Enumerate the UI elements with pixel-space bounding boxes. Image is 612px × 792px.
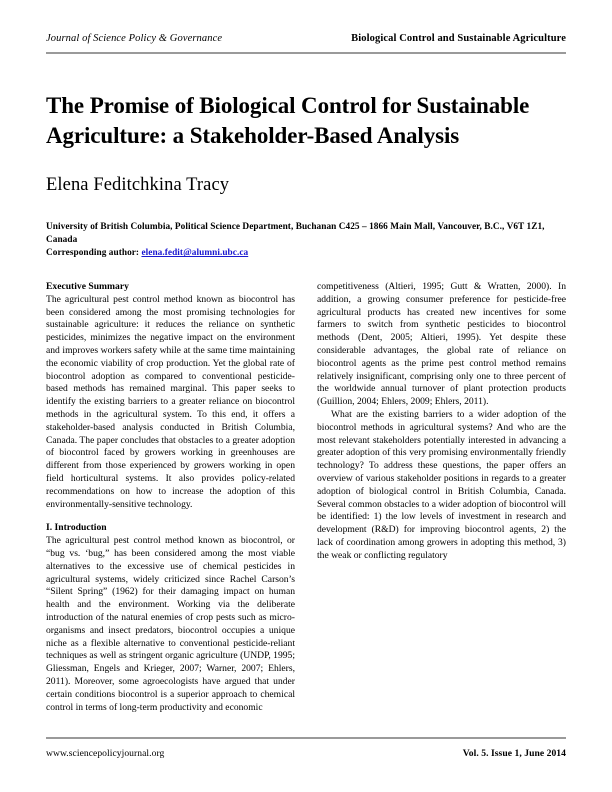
introduction-heading: I. Introduction [46, 522, 107, 534]
corresponding-author-email-link[interactable]: elena.fedit@alumni.ubc.ca [141, 248, 249, 259]
body-columns [46, 281, 566, 721]
running-footer [46, 748, 566, 759]
executive-summary-heading: Executive Summary [46, 281, 129, 292]
issue-info: Vol. 5. Issue 1, June 2014 [462, 748, 566, 759]
article-section-title: Biological Control and Sustainable Agriculture [351, 33, 566, 44]
affiliation-block [46, 221, 566, 261]
affiliation-address: University of British Columbia, Political Science Department, Buchanan C425 – 1866 Main Mall, Vancouver, B.C., V6T 1Z1, Canada [46, 222, 545, 246]
running-header [46, 33, 566, 44]
corresponding-author-label: Corresponding author: [46, 248, 140, 259]
introduction-paragraph-1: The agricultural pest control method known as biocontrol, or “bug vs. ‘bug,” has been considered among the most viable alternatives to the excessive use of chemical pesticides in agricultural systems, widely criticized since Rachel Carson’s “Silent Spring” (1962) for their damaging impact on human health and the environment. Working via the deliberate introduction of the natural enemies of crop pests such as micro-organisms and insect predators, biocontrol occupies a unique niche as a flexible alternative to conventional pesticide-reliant techniques as well as stringent organic agriculture (UNDP, 1995; Gliessman, Engels and Krieger, 2007; Warner, 2007; Ehlers, 2011). Moreover, some agroecologists have argued that under certain conditions biocontrol is a superior approach to chemical control in terms of long-term productivity and economic [46, 535, 295, 713]
executive-summary-text: The agricultural pest control method known as biocontrol has been considered among the most promising technologies for sustainable agriculture: it reduces the reliance on synthetic pesticides, minimizes the negative impact on the environment and improves workers safety while at the same time maintaining the economic viability of crop production. Yet the global rate of biocontrol adoption as compared to conventional pesticide-based methods has remained marginal. This paper seeks to identify the existing barriers to a greater reliance on biocontrol methods in the agricultural system. To this end, it offers a stakeholder-based analysis conducted in British Columbia, Canada. The paper concludes that obstacles to a greater adoption of biocontrol faced by growers working in greenhouses are different from those experienced by growers working in open field horticultural systems. It also provides policy-related recommendations on how to increase the adoption of this environmentally-sensitive technology. [46, 293, 295, 510]
introduction-paragraph-2: What are the existing barriers to a wider adoption of the biocontrol methods in agricultural systems? And who are the most relevant stakeholders potentially interested in advancing a greater adoption of this very promising environmentally friendly technology? To address these questions, the paper offers an overview of various stakeholder positions in regards to a greater adoption of biological control in British Columbia, Canada. Several common obstacles to a wider adoption of biocontrol will be identified: 1) the low levels of investment in research and development (R&D) for improving biocontrol agents, 2) the lack of coordination among growers in adopting this method, 3) the weak or conflicting regulatory [317, 408, 566, 561]
footer-divider [46, 737, 566, 739]
right-column [317, 281, 566, 721]
header-divider [46, 52, 566, 54]
journal-website: www.sciencepolicyjournal.org [46, 748, 165, 759]
introduction-paragraph-1-continued: competitiveness (Altieri, 1995; Gutt & Wratten, 2000). In addition, a growing consumer preference for pesticide-free agricultural products has created new incentives for some farmers to switch from synthetic pesticides to biocontrol methods (Dent, 2005; Altieri, 1995). Yet despite these considerable advantages, the global rate of reliance on biocontrol agents as the prime pest control method remains relatively insignificant, comprising only one to three percent of the worldwide annual turnover of plant protection products (Guillion, 2004; Ehlers, 2009; Ehlers, 2011). [317, 281, 566, 408]
author-name: Elena Feditchkina Tracy [46, 175, 230, 195]
left-column [46, 281, 295, 721]
page-title: The Promise of Biological Control for Sustainable Agriculture: a Stakeholder-Based Analysis [46, 93, 530, 148]
journal-name: Journal of Science Policy & Governance [46, 33, 223, 44]
